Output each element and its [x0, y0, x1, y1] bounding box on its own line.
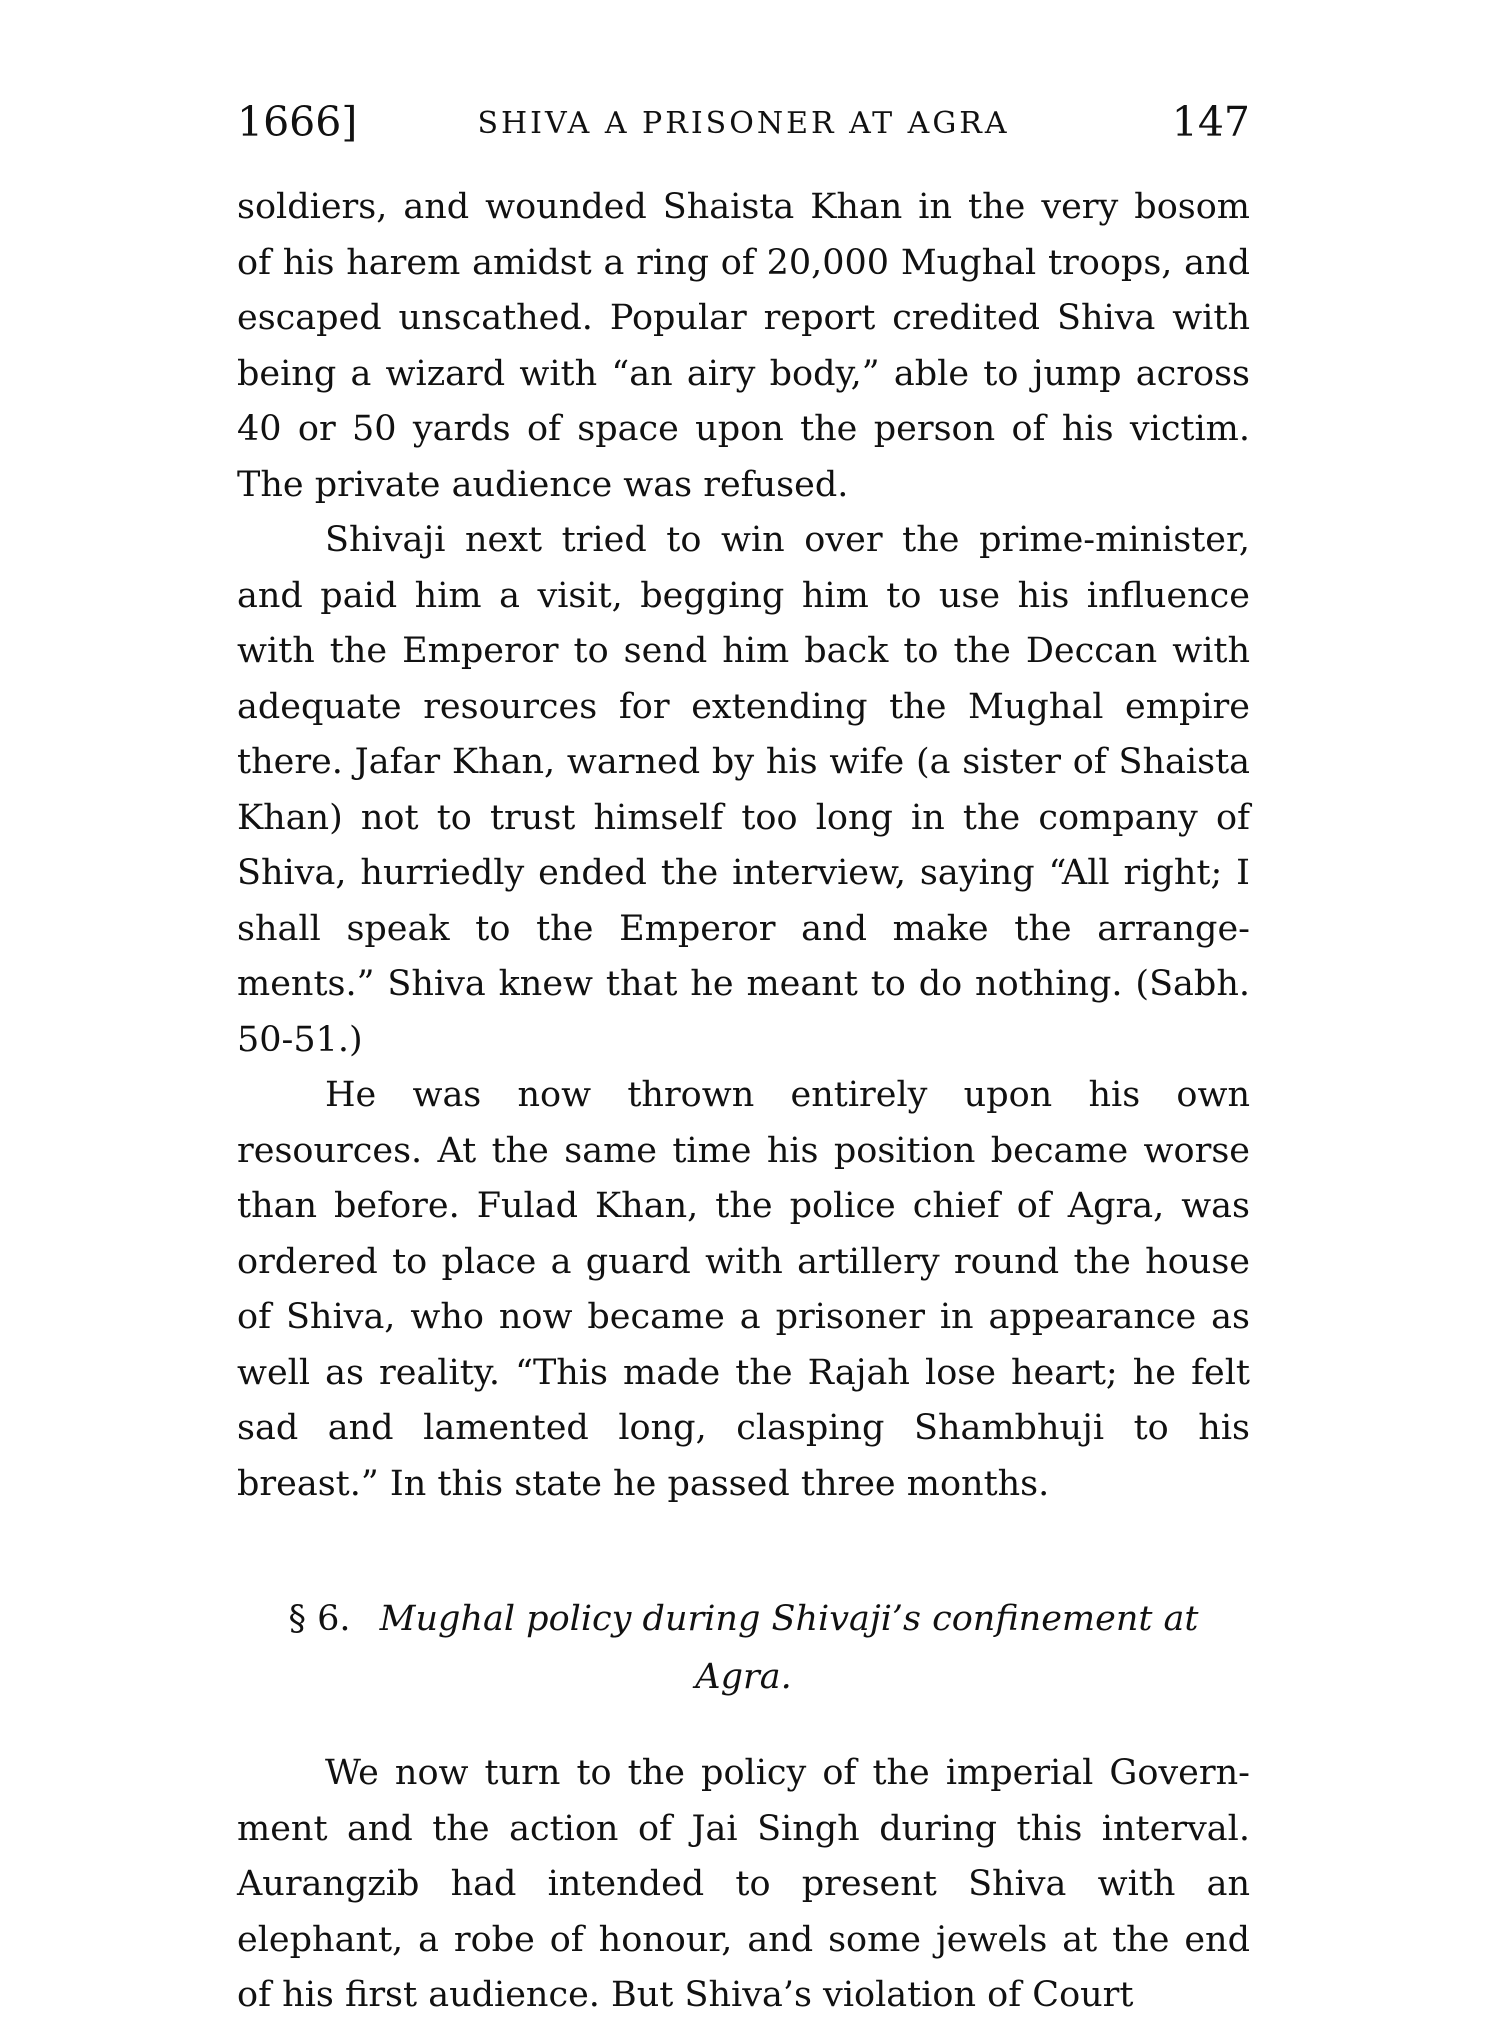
running-head-title: SHIVA A PRISONER AT AGRA [477, 106, 1010, 141]
section-title: Mughal policy during Shivaji’s confinement at Agra. [379, 1599, 1199, 1697]
section-number: § 6. [288, 1599, 351, 1639]
paragraph-4: We now turn to the policy of the imperial Government and the action of Jai Singh during this interval. Aurangzib had intended to present Shiva with an elephant, a robe of honour, and some jewels at the end of his first audience. But Shiva’s violation of Court [237, 1753, 1250, 2015]
page-number: 147 [1171, 98, 1250, 146]
paragraph-2: Shivaji next tried to win over the prime-minister, and paid him a visit, begging him to use his influence with the Emperor to send him back to the Deccan with adequate resources for extending the Mughal empire there. Jafar Khan, warned by his wife (a sister of Shaista Khan) not to trust himself too long in the company of Shiva, hurriedly ended the interview, saying “All right; I shall speak to the Emperor and make the arrangements.” Shiva knew that he meant to do nothing. (Sabh. 50-51.) [237, 520, 1250, 1060]
running-head-year: 1666] [237, 98, 358, 146]
running-head [237, 92, 1250, 152]
body-text [237, 180, 1250, 2024]
paragraph-3: He was now thrown entirely upon his own resources. At the same time his position became worse than before. Fulad Khan, the police chief of Agra, was ordered to place a guard with artillery round the house of Shiva, who now became a prisoner in appearance as well as reality. “This made the Rajah lose heart; he felt sad and lamented long, clasping Shambhuji to his breast.” In this state he passed three months. [237, 1075, 1250, 1504]
section-heading [237, 1590, 1250, 1706]
paragraph-1: soldiers, and wounded Shaista Khan in the very bosom of his harem amidst a ring of 20,000 Mughal troops, and escaped unscathed. Popular report credited Shiva with being a wizard with “an airy body,” able to jump across 40 or 50 yards of space upon the person of his victim. The private audience was refused. [237, 187, 1250, 505]
